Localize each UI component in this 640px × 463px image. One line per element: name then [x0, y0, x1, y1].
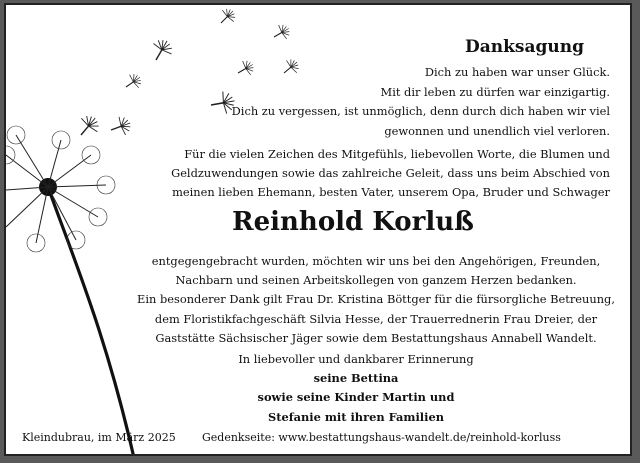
intro-line: gewonnen und unendlich viel verloren. [384, 123, 610, 138]
heading: Danksagung [465, 37, 584, 57]
memorial-page-link: Gedenkseite: www.bestattungshaus-wandelt.de/reinhold-korluss [202, 431, 561, 444]
body-line: dem Floristikfachgeschäft Silvia Hesse, der Trauerrednerin Frau Dreier, der [154, 311, 598, 326]
thanks-paragraph [130, 145, 610, 203]
closing-line: In liebevoller und dankbarer Erinnerung [238, 352, 474, 366]
place-date: Kleindubrau, im März 2025 [22, 431, 176, 444]
thanks-line: Geldzuwendungen sowie das zahlreiche Geleit, dass uns beim Abschied von [171, 166, 610, 181]
signature-line: sowie seine Kinder Martin und [257, 390, 455, 405]
body-line: Gaststätte Sächsischer Jäger sowie dem Bestattungshaus Annabell Wandelt. [155, 330, 597, 345]
body-line: Ein besonderer Dank gilt Frau Dr. Kristina Böttger für die fürsorgliche Betreuung, [137, 292, 615, 307]
intro-verse [190, 63, 610, 141]
body-line: entgegengebracht wurden, möchten wir uns bei den Angehörigen, Freunden, [151, 254, 601, 268]
intro-line: Dich zu vergessen, ist unmöglich, denn durch dich haben wir viel [231, 104, 610, 118]
closing-block [206, 350, 506, 427]
body-paragraph [136, 252, 616, 348]
obituary-notice [4, 3, 632, 456]
body-line: Nachbarn und seinen Arbeitskollegen von ganzem Herzen bedanken. [175, 273, 577, 288]
intro-line: Dich zu haben war unser Glück. [424, 65, 610, 79]
thanks-line: Für die vielen Zeichen des Mitgefühls, liebevollen Worte, die Blumen und [184, 147, 610, 161]
signature-line: seine Bettina [313, 371, 399, 386]
deceased-name: Reinhold Korluß [232, 207, 474, 237]
intro-line: Mit dir leben zu dürfen war einzigartig. [380, 84, 610, 99]
signature-line: Stefanie mit ihren Familien [268, 409, 444, 424]
thanks-line: meinen lieben Ehemann, besten Vater, unserem Opa, Bruder und Schwager [172, 185, 610, 200]
